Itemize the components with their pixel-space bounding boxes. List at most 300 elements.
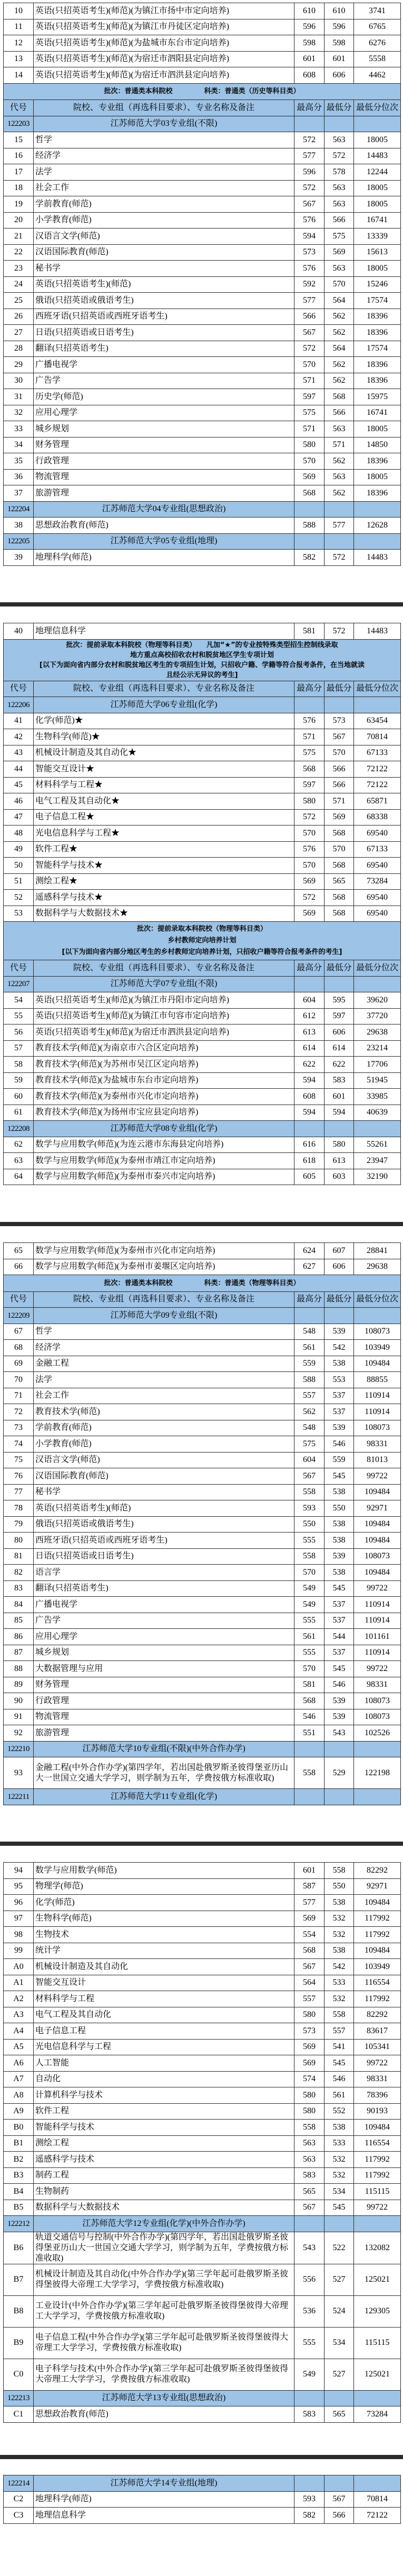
major-name: 广播电视学	[34, 1597, 294, 1613]
major-code: 65	[4, 1243, 34, 1259]
major-code: 84	[4, 1597, 34, 1613]
page-3	[3, 1242, 400, 1805]
min-score-rank: 17574	[354, 341, 401, 357]
table-row	[4, 1259, 401, 1275]
max-score: 569	[294, 2055, 325, 2072]
major-name: 电子信息工程(中外合作办学)(第三学年起可赴俄罗斯圣彼得堡彼得大帝理工大学学习，学费按俄方标准收取)	[34, 2327, 294, 2359]
major-name: 智能科学与技术	[34, 2120, 294, 2136]
min-score-rank: 69540	[354, 858, 401, 874]
empty-cell	[325, 1308, 354, 1324]
column-header-name: 院校、专业组（再选科目要求）、专业名称及备注	[34, 100, 294, 116]
major-group-row	[4, 1741, 401, 1757]
min-score-rank: 90193	[354, 2103, 401, 2120]
table-row	[4, 2406, 401, 2423]
min-score: 566	[325, 2508, 354, 2524]
major-name: 应用心理学	[34, 405, 294, 421]
min-score: 532	[325, 2152, 354, 2168]
max-score: 570	[294, 825, 325, 842]
major-code: A9	[4, 2103, 34, 2120]
table-row	[4, 809, 401, 825]
major-name: 地理科学(师范)	[34, 550, 294, 566]
min-score-rank: 125021	[354, 2264, 401, 2295]
min-score-rank: 6765	[354, 19, 401, 35]
major-name: 英语(只招英语考生)(师范)(为宿迁市泗阳县定向培养)	[34, 51, 294, 67]
min-score: 601	[325, 51, 354, 67]
min-score: 545	[325, 2055, 354, 2072]
min-score-rank: 102526	[354, 1725, 401, 1742]
table-row	[4, 1105, 401, 1121]
table-row	[4, 1677, 401, 1693]
min-score-rank: 39620	[354, 992, 401, 1009]
major-name: 生物制药	[34, 2184, 294, 2200]
min-score-rank: 110914	[354, 1404, 401, 1420]
column-header-max: 最高分	[294, 681, 325, 697]
max-score: 561	[294, 1340, 325, 1356]
min-score: 563	[325, 196, 354, 213]
major-name: 轨道交通信号与控制(中外合作办学)(第四学年，若出国赴俄罗斯圣彼得堡亚历山大一世国立交通大学学习，则学制为五年，学费按俄方标准收取)	[34, 2232, 294, 2264]
major-name: 英语(只招英语考生)(师范)(为镇江市丹徒区定向培养)	[34, 19, 294, 35]
min-score: 546	[325, 1436, 354, 1453]
major-code: 93	[4, 1757, 34, 1789]
min-score-rank: 88855	[354, 1372, 401, 1388]
page-separator	[0, 1842, 403, 1846]
column-header-code: 代号	[4, 100, 34, 116]
min-score-rank: 110914	[354, 1597, 401, 1613]
major-name: 日语(只招英语或日语考生)	[34, 325, 294, 341]
min-score: 537	[325, 1404, 354, 1420]
max-score: 546	[294, 1709, 325, 1725]
major-name: 金融工程	[34, 1356, 294, 1372]
column-header-min: 最低分	[325, 960, 354, 977]
min-score: 568	[325, 389, 354, 405]
max-score: 604	[294, 992, 325, 1009]
major-name: 工业设计(中外合作办学)(第三学年起可赴俄罗斯圣彼得堡彼得大帝理工大学学习，学费按俄方标准收取)	[34, 2295, 294, 2327]
min-score-rank: 83617	[354, 2023, 401, 2040]
major-name: 广告学	[34, 373, 294, 389]
max-score: 570	[294, 858, 325, 874]
major-code: 54	[4, 992, 34, 1009]
table-row	[4, 1025, 401, 1041]
min-score-rank: 109484	[354, 1943, 401, 1959]
min-score: 563	[325, 261, 354, 277]
page-5	[3, 2475, 400, 2524]
major-name: 机械设计制造及其自动化★	[34, 745, 294, 761]
min-score: 550	[325, 1500, 354, 1517]
major-name: 思想政治教育(师范)	[34, 518, 294, 534]
major-name: 测绘工程	[34, 2135, 294, 2152]
major-name: 广播电视学	[34, 357, 294, 373]
min-score-rank: 12244	[354, 164, 401, 181]
major-code: A7	[4, 2071, 34, 2087]
empty-cell	[294, 976, 325, 992]
table-row	[4, 777, 401, 793]
major-name: 电子科学与技术(中外合作办学)(第三学年起可赴俄罗斯圣彼得堡彼得大帝理工大学学习，学费按俄方标准收取)	[34, 2359, 294, 2390]
major-code: 45	[4, 777, 34, 793]
min-score-rank: 17574	[354, 293, 401, 309]
max-score: 575	[294, 1436, 325, 1453]
major-code: 80	[4, 1533, 34, 1549]
max-score: 597	[294, 389, 325, 405]
min-score: 533	[325, 1975, 354, 1991]
max-score: 548	[294, 1420, 325, 1436]
major-name: 法学	[34, 164, 294, 181]
max-score: 570	[294, 1565, 325, 1581]
max-score: 627	[294, 1259, 325, 1275]
table-row	[4, 2152, 401, 2168]
major-name: 智能科学与技术★	[34, 858, 294, 874]
major-code: 38	[4, 518, 34, 534]
empty-cell	[354, 1741, 401, 1757]
major-name: 秘书学	[34, 261, 294, 277]
major-name: 日语(只招英语或日语考生)	[34, 1548, 294, 1565]
min-score: 563	[325, 469, 354, 485]
major-name: 英语(只招英语考生)(师范)(为盐城市东台市定向培养)	[34, 35, 294, 52]
max-score: 571	[294, 729, 325, 745]
max-score: 597	[294, 777, 325, 793]
min-score-rank: 5558	[354, 51, 401, 67]
max-score: 557	[294, 1991, 325, 2007]
major-name: 教育技术学(师范)(为扬州市宝应县定向培养)	[34, 1105, 294, 1121]
column-header-code: 代号	[4, 960, 34, 977]
table-row	[4, 2200, 401, 2216]
table-row	[4, 2103, 401, 2120]
major-code: C1	[4, 2406, 34, 2423]
major-name: 汉语言文学(师范)	[34, 228, 294, 245]
min-score-rank: 72122	[354, 761, 401, 778]
major-name: 旅游管理	[34, 1725, 294, 1742]
min-score: 537	[325, 1613, 354, 1629]
major-code: B7	[4, 2264, 34, 2295]
max-score: 558	[294, 2120, 325, 2136]
max-score: 572	[294, 809, 325, 825]
major-name: 地理信息科学	[34, 2508, 294, 2524]
max-score: 567	[294, 1959, 325, 1975]
major-code: 30	[4, 373, 34, 389]
min-score-rank: 4462	[354, 67, 401, 84]
major-code: B8	[4, 2295, 34, 2327]
min-score-rank: 69540	[354, 890, 401, 906]
major-name: 地理信息科学	[34, 623, 294, 640]
group-code: 122209	[4, 1308, 34, 1324]
column-header-min: 最低分	[325, 100, 354, 116]
column-header-rank: 最低分位次	[354, 1291, 401, 1308]
empty-cell	[354, 501, 401, 518]
min-score: 545	[325, 1661, 354, 1677]
major-name: 材料科学与工程★	[34, 777, 294, 793]
min-score: 545	[325, 1468, 354, 1485]
major-code: 70	[4, 1372, 34, 1388]
max-score: 587	[294, 1878, 325, 1895]
major-name: 城乡规划	[34, 1645, 294, 1661]
major-code: A0	[4, 1959, 34, 1975]
table-row	[4, 1693, 401, 1709]
min-score: 522	[325, 2232, 354, 2264]
major-name: 行政管理	[34, 1693, 294, 1709]
major-name: 教育技术学(师范)(为盐城市东台市定向培养)	[34, 1072, 294, 1089]
max-score: 580	[294, 2103, 325, 2120]
empty-cell	[294, 2216, 325, 2232]
table-row	[4, 51, 401, 67]
min-score: 546	[325, 1677, 354, 1693]
empty-cell	[294, 1789, 325, 1805]
batch-info-part: 批次：普通类本科院校	[104, 87, 173, 96]
major-code: 22	[4, 244, 34, 261]
min-score: 532	[325, 1991, 354, 2007]
major-name: 数学与应用数学(师范)(为泰州市姜堰区定向培养)	[34, 1259, 294, 1275]
major-name: 电气工程及其自动化	[34, 2007, 294, 2023]
major-code: 55	[4, 1008, 34, 1025]
major-name: 西班牙语(只招英语或西班牙语考生)	[34, 309, 294, 325]
table-row	[4, 244, 401, 261]
table-row	[4, 1911, 401, 1927]
major-code: C2	[4, 2491, 34, 2508]
column-header-name: 院校、专业组（再选科目要求）、专业名称及备注	[34, 681, 294, 697]
max-score: 601	[294, 51, 325, 67]
min-score: 569	[325, 809, 354, 825]
major-code: 39	[4, 550, 34, 566]
min-score-rank: 73284	[354, 873, 401, 890]
max-score: 566	[294, 309, 325, 325]
min-score: 567	[325, 2491, 354, 2508]
min-score: 558	[325, 1863, 354, 1879]
table-row	[4, 2007, 401, 2023]
min-score: 543	[325, 1725, 354, 1742]
column-header-code: 代号	[4, 1291, 34, 1308]
max-score: 549	[294, 1580, 325, 1597]
column-header-max: 最高分	[294, 960, 325, 977]
min-score-rank: 98331	[354, 2071, 401, 2087]
major-code: 63	[4, 1153, 34, 1169]
min-score-rank: 99722	[354, 2055, 401, 2072]
max-score: 569	[294, 873, 325, 890]
min-score-rank: 14850	[354, 437, 401, 453]
empty-cell	[325, 697, 354, 713]
min-score-rank: 108073	[354, 1709, 401, 1725]
column-header-rank: 最低分位次	[354, 100, 401, 116]
min-score-rank: 108073	[354, 1420, 401, 1436]
table-row	[4, 1565, 401, 1581]
major-code: 92	[4, 1725, 34, 1742]
major-name: 西班牙语(只招英语或西班牙语考生)	[34, 1533, 294, 1549]
major-code: 51	[4, 873, 34, 890]
major-code: 26	[4, 309, 34, 325]
major-group-row	[4, 2390, 401, 2406]
major-code: 77	[4, 1484, 34, 1500]
max-score: 555	[294, 2327, 325, 2359]
min-score: 568	[325, 825, 354, 842]
major-code: 96	[4, 1895, 34, 1911]
min-score-rank: 65871	[354, 793, 401, 810]
major-code: 40	[4, 623, 34, 640]
page-4	[3, 1862, 400, 2423]
table-row	[4, 164, 401, 181]
min-score: 570	[325, 841, 354, 858]
major-code: 36	[4, 469, 34, 485]
max-score: 561	[294, 1629, 325, 1645]
table-row	[4, 1863, 401, 1879]
max-score: 570	[294, 453, 325, 470]
major-name: 电子信息工程★	[34, 809, 294, 825]
major-name: 广告学	[34, 1613, 294, 1629]
min-score-rank: 6276	[354, 35, 401, 52]
min-score-rank: 18396	[354, 373, 401, 389]
min-score: 575	[325, 228, 354, 245]
min-score: 583	[325, 1072, 354, 1089]
min-score-rank: 15246	[354, 276, 401, 293]
batch-info	[4, 922, 401, 960]
group-name: 江苏师范大学07专业组(不限)	[34, 976, 294, 992]
major-code: 58	[4, 1057, 34, 1073]
min-score-rank: 16741	[354, 212, 401, 228]
max-score: 551	[294, 1725, 325, 1742]
min-score: 601	[325, 1089, 354, 1105]
table-row	[4, 196, 401, 213]
major-group-row	[4, 533, 401, 550]
max-score: 555	[294, 1533, 325, 1549]
table-row	[4, 1548, 401, 1565]
major-name: 电气工程及其自动化★	[34, 793, 294, 810]
major-name: 遥感科学与技术★	[34, 890, 294, 906]
table-row	[4, 1372, 401, 1388]
group-code: 122212	[4, 2216, 34, 2232]
major-name: 人工智能	[34, 2055, 294, 2072]
min-score: 571	[325, 793, 354, 810]
major-code: B0	[4, 2120, 34, 2136]
min-score-rank: 37720	[354, 1008, 401, 1025]
table-row	[4, 293, 401, 309]
major-code: 29	[4, 357, 34, 373]
min-score-rank: 109484	[354, 1356, 401, 1372]
group-code: 122214	[4, 2475, 34, 2492]
major-name: 软件工程★	[34, 841, 294, 858]
min-score: 538	[325, 1533, 354, 1549]
major-name: 测绘工程★	[34, 873, 294, 890]
major-code: 48	[4, 825, 34, 842]
min-score: 570	[325, 745, 354, 761]
min-score: 568	[325, 858, 354, 874]
max-score: 582	[294, 550, 325, 566]
min-score: 613	[325, 1153, 354, 1169]
major-code: 82	[4, 1565, 34, 1581]
table-row	[4, 405, 401, 421]
min-score-rank: 55261	[354, 1137, 401, 1153]
min-score-rank: 68338	[354, 809, 401, 825]
max-score: 572	[294, 341, 325, 357]
major-name: 金融工程(中外合作办学)(第四学年，若出国赴俄罗斯圣彼得堡亚历山大一世国立交通大学学习，则学制为五年，学费按俄方标准收取)	[34, 1757, 294, 1789]
min-score-rank: 14483	[354, 623, 401, 640]
major-code: 11	[4, 19, 34, 35]
min-score: 541	[325, 2039, 354, 2055]
major-name: 英语(只招英语考生)(师范)	[34, 276, 294, 293]
min-score: 562	[325, 453, 354, 470]
major-name: 教育技术学(师范)	[34, 1404, 294, 1420]
major-name: 软件工程	[34, 2103, 294, 2120]
max-score: 562	[294, 1404, 325, 1420]
major-name: 教育技术学(师范)(为南京市六合区定向培养)	[34, 1040, 294, 1057]
column-header-max: 最高分	[294, 100, 325, 116]
min-score-rank: 16741	[354, 405, 401, 421]
major-code: 76	[4, 1468, 34, 1485]
empty-cell	[354, 697, 401, 713]
admission-score-table	[3, 2475, 401, 2524]
min-score: 562	[325, 325, 354, 341]
table-row	[4, 3, 401, 19]
batch-info	[4, 1275, 401, 1292]
major-code: 79	[4, 1516, 34, 1533]
max-score: 608	[294, 1089, 325, 1105]
min-score: 537	[325, 1388, 354, 1404]
major-name: 智能交互设计	[34, 1975, 294, 1991]
major-code: 94	[4, 1863, 34, 1879]
batch-info-line: [以下为面向省内部分地区考生的乡村教师定向培养计划，只招收户籍等符合报考条件的考生]	[62, 948, 342, 956]
min-score-rank: 18396	[354, 325, 401, 341]
table-row	[4, 1533, 401, 1549]
major-code: 68	[4, 1340, 34, 1356]
admission-score-table	[3, 1242, 401, 1805]
major-code: 42	[4, 729, 34, 745]
min-score-rank: 3741	[354, 3, 401, 19]
major-code: 98	[4, 1927, 34, 1943]
table-row	[4, 1057, 401, 1073]
empty-cell	[354, 1308, 401, 1324]
min-score-rank: 98331	[354, 1436, 401, 1453]
major-code: 41	[4, 713, 34, 729]
major-code: 20	[4, 212, 34, 228]
major-name: 汉语国际教育(师范)	[34, 1468, 294, 1485]
major-name: 社会工作	[34, 1388, 294, 1404]
min-score-rank: 110914	[354, 1645, 401, 1661]
min-score: 539	[325, 1324, 354, 1340]
table-row	[4, 1356, 401, 1372]
empty-cell	[354, 533, 401, 550]
table-row	[4, 1580, 401, 1597]
table-row	[4, 1757, 401, 1789]
major-code: 57	[4, 1040, 34, 1057]
table-row	[4, 1613, 401, 1629]
batch-info-line: 且经公示无异议的考生]	[166, 671, 238, 679]
major-code: A3	[4, 2007, 34, 2023]
max-score: 549	[294, 1597, 325, 1613]
min-score: 539	[325, 1709, 354, 1725]
max-score: 554	[294, 1927, 325, 1943]
empty-cell	[325, 116, 354, 132]
min-score: 545	[325, 1580, 354, 1597]
group-code: 122203	[4, 116, 34, 132]
major-name: 历史学(师范)	[34, 389, 294, 405]
min-score: 562	[325, 309, 354, 325]
min-score-rank: 99722	[354, 1580, 401, 1597]
major-code: 52	[4, 890, 34, 906]
min-score-rank: 110914	[354, 1388, 401, 1404]
group-code: 122213	[4, 2390, 34, 2406]
max-score: 565	[294, 2184, 325, 2200]
major-name: 光电信息科学与工程	[34, 2039, 294, 2055]
major-code: 14	[4, 67, 34, 84]
major-code: 66	[4, 1259, 34, 1275]
min-score: 614	[325, 1040, 354, 1057]
min-score: 568	[325, 906, 354, 922]
major-name: 化学(师范)★	[34, 713, 294, 729]
min-score: 553	[325, 1372, 354, 1388]
table-row	[4, 2023, 401, 2040]
major-group-row	[4, 2216, 401, 2232]
min-score-rank: 14483	[354, 148, 401, 164]
min-score: 565	[325, 873, 354, 890]
empty-cell	[325, 1121, 354, 1137]
table-row	[4, 1943, 401, 1959]
column-header-row	[4, 681, 401, 697]
major-code: B1	[4, 2135, 34, 2152]
